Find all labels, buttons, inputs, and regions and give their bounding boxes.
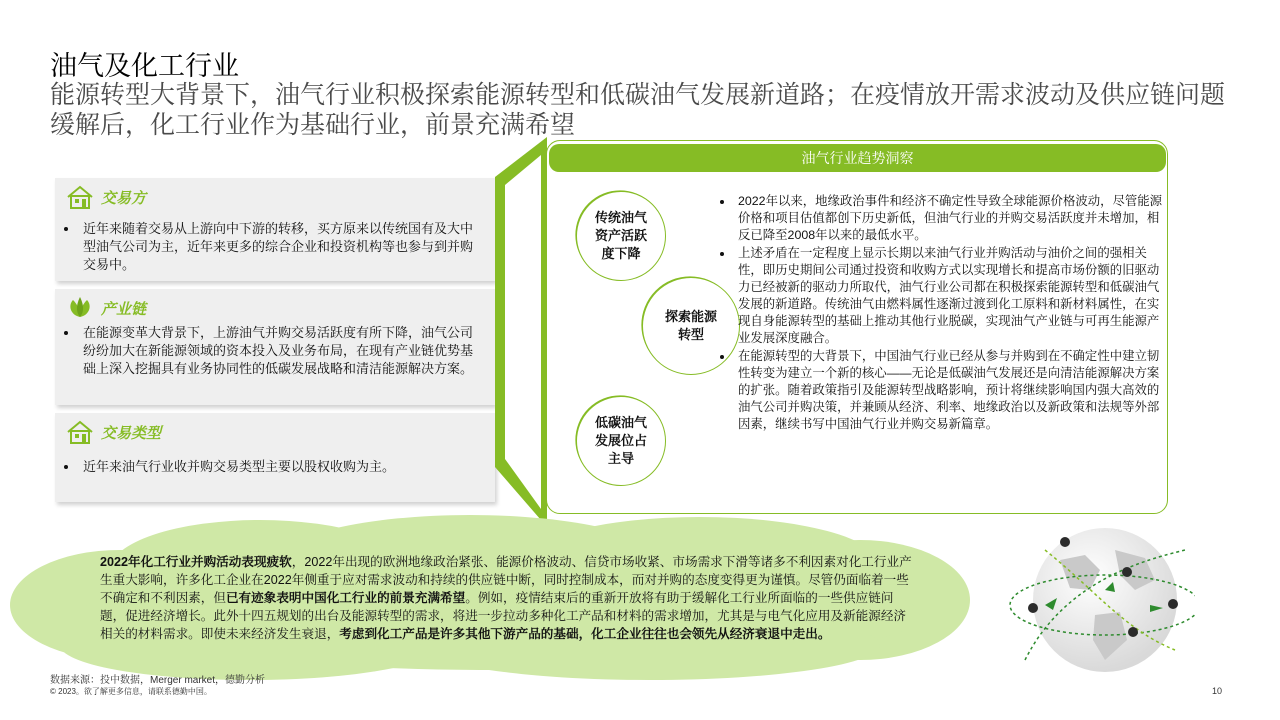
leaves-icon [65, 295, 95, 321]
card-body [63, 458, 481, 476]
panel-title: 油气行业趋势洞察 [549, 144, 1166, 172]
globe-illustration [1005, 520, 1195, 680]
card-label: 交易方 [101, 189, 147, 207]
card-header [65, 184, 146, 210]
circle-traditional: 传统油气资产活跃度下降 [576, 191, 666, 281]
page-number: 10 [1212, 686, 1223, 696]
page-title: 油气及化工行业 [50, 51, 239, 81]
card-deal-type [55, 413, 495, 502]
chemical-bold-1: 2022年化工行业并购活动表现疲软 [100, 555, 292, 569]
page-subtitle: 能源转型大背景下，油气行业积极探索能源转型和低碳油气发展新道路；在疫情放开需求波动及供应链问题缓解后，化工行业作为基础行业，前景充满希望 [50, 81, 1226, 139]
circle-low-carbon: 低碳油气发展位占主导 [576, 396, 666, 486]
card-header [65, 419, 161, 445]
data-source: 数据来源：投中数据，Merger market，德勤分析 [50, 675, 266, 686]
circle-transition: 探索能源转型 [642, 277, 740, 375]
connector-chevron [495, 137, 551, 527]
chemical-paragraph [100, 553, 915, 643]
card-trading-parties [55, 178, 495, 281]
card-bullet: • 在能源变革大背景下，上游油气并购交易活跃度有所下降，油气公司纷纷加大在新能源领域的资本投入及业务布局，在现有产业链优势基础上深入挖掘具有业务协同性的低碳发展战略和清洁能源解决方案。 [79, 324, 481, 378]
card-header [65, 295, 146, 321]
insight-bullet: • 上述矛盾在一定程度上显示长期以来油气行业并购活动与油价之间的强相关性，即历史期间公司通过投资和收购方式以实现增长和提高市场份额的旧驱动力已经被新的驱动力所取代，油气行业公司都在积极探索能源转型和低碳油气发展的新道路。传统油气由燃料属性逐渐过渡到化工原料和新材料属性，在实现自身能源转型的基础上推动其他行业脱碳，实现油气产业链与可再生能源产业发展深度融合。 [734, 245, 1168, 347]
insight-bullet: • 2022年以来，地缘政治事件和经济不确定性导致全球能源价格波动，尽管能源价格和项目估值都创下历史新低，但油气行业的并购交易活跃度并未增加，相反已降至2008年以来的最低水平。 [734, 193, 1168, 244]
insight-bullet: • 在能源转型的大背景下，中国油气行业已经从参与并购到在不确定性中建立韧性转变为建立一个新的核心——无论是低碳油气发展还是向清洁能源解决方案的扩张。随着政策指引及能源转型战略影响，预计将继续影响国内强大高效的油气公司并购决策，并兼顾从经济、利率、地缘政治以及新政策和法规等外部因素，继续书写中国油气行业并购交易新篇章。 [734, 348, 1168, 433]
house-icon [65, 184, 95, 210]
chemical-bold-3: 考虑到化工产品是许多其他下游产品的基础，化工企业往往也会领先从经济衰退中走出。 [339, 627, 831, 641]
copyright: © 2023。欲了解更多信息，请联系德勤中国。 [50, 687, 212, 696]
card-industry-chain [55, 289, 495, 405]
chemical-text-2: 。例如，疫情结束后的重新开放将有助于缓解化工行业所面临的一些供应链问题，促进经济增长。此外十四五规划的出台及能源转型的需求，将进一步拉动多种化工产品和材料的需求增加，尤其是与电气化应用及新能源经济相关的材料需求。即使未来经济发生衰退， [100, 591, 906, 641]
house-icon [65, 419, 95, 445]
card-label: 产业链 [101, 300, 147, 318]
chemical-text-1: ，2022年出现的欧洲地缘政治紧张、能源价格波动、信贷市场收紧、市场需求下滑等诸多不利因素对化工行业产生重大影响，许多化工企业在2022年侧重于应对需求波动和持续的供应链中断，同时控制成本，而对并购的态度变得更为谨慎。尽管仍面临着一些不确定和不利因素，但 [100, 555, 912, 605]
card-label: 交易类型 [101, 424, 162, 442]
card-bullet: • 近年来油气行业收并购交易类型主要以股权收购为主。 [79, 458, 481, 476]
card-body [63, 220, 481, 274]
card-body [63, 324, 481, 378]
card-bullet: • 近年来随着交易从上游向中下游的转移，买方原来以传统国有及大中型油气公司为主，近年来更多的综合企业和投资机构等也参与到并购交易中。 [79, 220, 481, 274]
chemical-bold-2: 已有迹象表明中国化工行业的前景充满希望 [225, 591, 466, 605]
insight-list [718, 193, 1168, 434]
